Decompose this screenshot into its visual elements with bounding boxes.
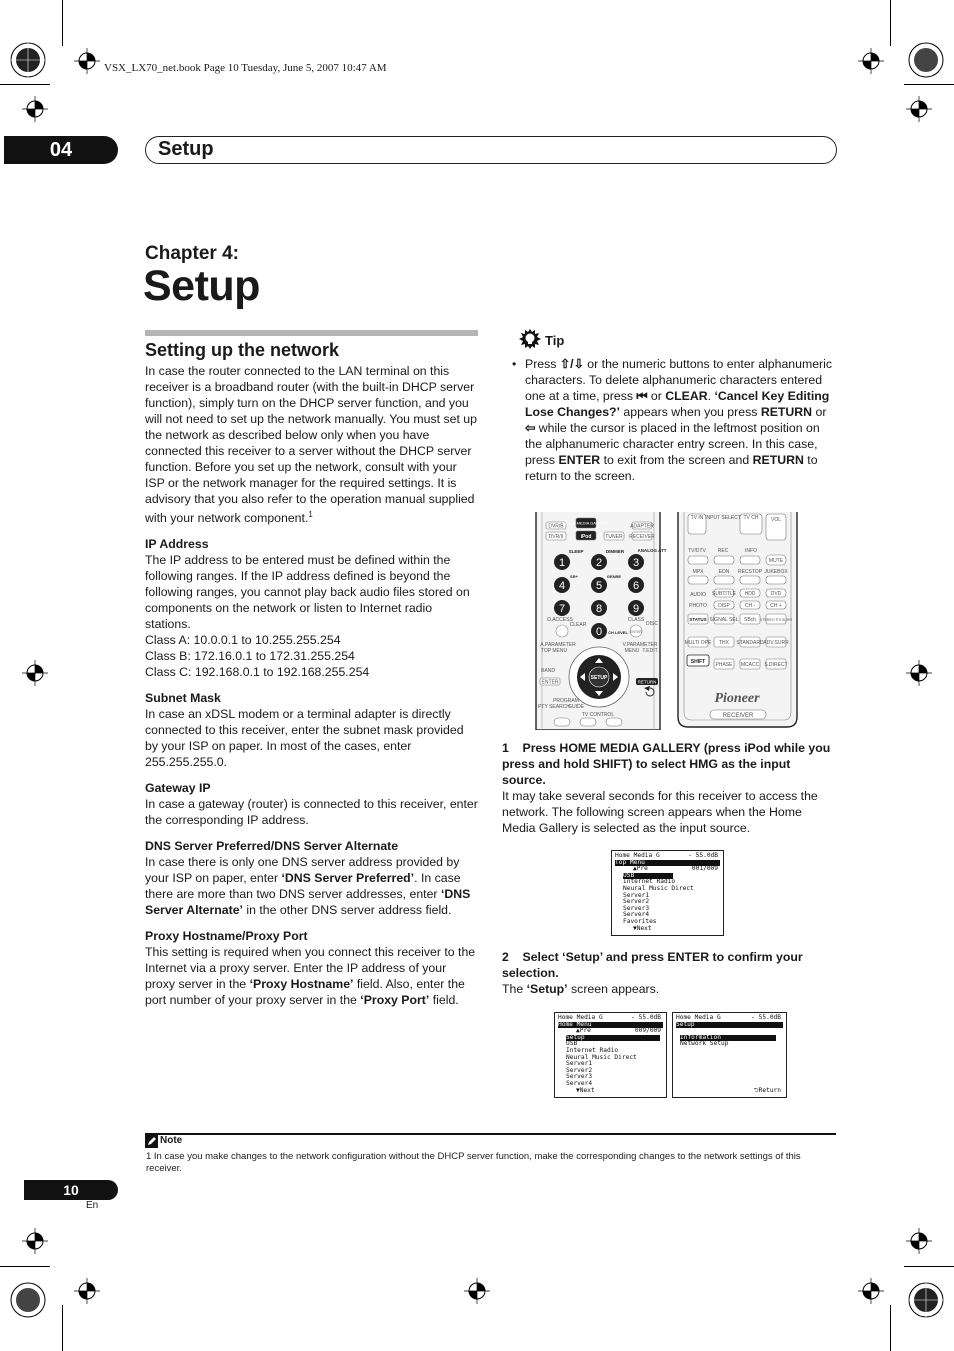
crop-mark [0,1266,50,1267]
intro-paragraph [145,363,479,526]
section-title: Setting up the network [145,340,340,360]
digit-2: 2 [595,557,603,569]
ip-class-a: Class A: 10.0.0.1 to 10.255.255.254 [145,633,341,648]
label-phase: PHASE [715,662,733,668]
label-mcacc: MCACC [740,662,760,668]
label-enter-small: ENTER [630,630,642,634]
osd-screen-top-menu [611,850,724,936]
gateway-ip-heading: Gateway IP [145,781,211,796]
page-language: En [86,1200,99,1211]
chapter-label: Chapter 4: [145,243,239,264]
step-2-text: The [502,982,527,996]
label-a-parameter: A.PARAMETER [540,642,576,648]
osd-item[interactable]: Internet Radio [566,1046,619,1054]
osd-item[interactable]: Setup [566,1035,660,1042]
chapter-number-tab: 04 [4,136,118,164]
registration-mark-icon [906,40,946,80]
header-bar [145,136,837,164]
tip-text-part: or [812,405,827,419]
label-audio: AUDIO [690,592,706,598]
osd-item[interactable]: Server2 [623,898,650,906]
proxy-body [145,944,479,1008]
label-tv-in: TV IN [690,515,704,521]
label-recstop: RECSTOP [737,569,763,575]
digit-7: 7 [558,603,566,615]
btn-ipod: iPod [580,534,592,540]
btn-tuner: TUNER [605,534,623,540]
registration-mark-icon [906,1280,946,1320]
note-pencil-icon [145,1135,158,1148]
btn-setup: ENTER [541,679,559,686]
label-sr-plus: SR+ [570,574,578,579]
label-multi-ope: MULTI OPE [684,640,712,646]
crop-mark [890,0,891,46]
label-ch-level: CH LEVEL [608,630,628,635]
label-sbch: SBch [744,617,756,623]
dpad-enter: SETUP [590,675,608,681]
label-thx: THX [719,640,729,646]
tip-text-part: to return to the screen. [525,453,818,483]
label-sleep: SLEEP [568,549,584,554]
digit-6: 6 [632,580,640,592]
label-genre: GENRE [606,574,622,579]
footnote-text: 1 In case you make changes to the network configuration without the DHCP server function, make the corresponding changes to the network settings of this receiver. [146,1151,801,1174]
header-title: Setup [158,138,214,160]
tip-text-part: or the numeric buttons to enter alphanumeric characters. To delete alphanumeric characters entered one at a time, press [525,357,833,403]
digit-5: 5 [595,580,603,592]
tip-text-part: while the cursor is placed in the leftmost position on the alphanumeric character entry screen. In this case, press [525,421,820,467]
cancel-message: ‘Cancel Key Editing Lose Changes?’ [525,389,830,419]
crop-mark [62,1305,63,1351]
osd-next[interactable]: ▼Next [576,1086,595,1094]
crop-mark [890,1305,891,1351]
btn-home-media-gallery: HOME MEDIA GALLERY [563,520,609,526]
enter-key: ENTER [558,453,601,467]
btn-dvr-b: DVR/B [548,523,564,530]
osd-menu-title: Setup [676,1022,783,1029]
step-1 [502,740,834,836]
intro-text: In case the router connected to the LAN terminal on this receiver is a broadband router (with the built-in DHCP server function), simply turn on the DHCP server function, and you will not need to set up the network manually. You must set up the network as described below only when you have connected this receiver to a server without the DHCP server function. Before you set up the network, consult with your ISP or the network manager for the required settings. It is advisory that you also refer to the operation manual supplied with your network component. [145,364,477,526]
label-stereo: STEREO F.S.SURR [759,618,793,622]
digit-4: 4 [558,580,566,592]
label-shift: SHIFT [690,659,706,665]
tip-text-part: . [707,389,715,403]
label-tv-ch: TV CH [743,515,759,521]
tip-text-part: appears when you press [619,405,761,419]
step-2-body [502,981,834,997]
crop-mark [62,0,63,46]
step-1-heading [502,740,834,788]
digit-0: 0 [595,626,603,638]
clear-key: CLEAR [665,389,708,403]
crosshair-icon [858,48,884,74]
proxy-port-term: ‘Proxy Port’ [360,993,430,1008]
label-ch-minus: CH - [744,603,756,609]
osd-item[interactable]: Server3 [623,904,650,912]
tip-text-part: Press [525,357,560,371]
label-standard: STANDARD [736,640,764,646]
dns-alternate-term: ‘DNS Server Alternate’ [145,887,471,918]
registration-mark-icon [8,40,48,80]
crosshair-icon [906,96,932,122]
ip-class-b: Class B: 172.16.0.1 to 172.31.255.254 [145,649,355,664]
label-disc: DISC [646,621,658,627]
step-2-heading [502,949,834,981]
step-2-text: screen appears. [567,982,660,996]
up-down-arrow-icon: ⇧/⇩ [559,357,584,371]
osd-item[interactable]: Neural Music Direct [566,1053,637,1061]
osd-item[interactable]: Server1 [623,891,650,899]
label-status: STATUS [689,617,707,622]
dns-text: In case there is only one DNS server address provided by your ISP on paper, enter [145,855,460,886]
osd-counter: 001/009 [691,865,718,873]
osd-source: Home Media G [558,1014,603,1021]
label-s-direct: S.DIRECT [764,662,788,668]
label-mpx: MPX [692,569,704,575]
footnote-ref: 1 [308,510,313,519]
osd-item[interactable]: USB [566,1040,578,1048]
label-adv-surr: ADV.SURR [763,640,789,646]
label-d-access: D.ACCESS [547,617,573,623]
proxy-hostname-term: ‘Proxy Hostname’ [249,977,354,992]
crosshair-icon [858,1278,884,1304]
dns-body [145,854,479,918]
tip-bullet: • [512,357,517,371]
left-column [145,363,479,1008]
dns-text: in the other DNS server address field. [242,903,452,918]
label-clear: CLEAR [569,622,587,628]
label-eon: EON [718,569,730,575]
label-ch-plus: CH + [770,603,782,609]
proxy-text: field. [429,993,459,1008]
label-input-select: INPUT SELECT [705,515,741,521]
crop-mark [0,84,50,85]
osd-screen-home-menu [554,1012,667,1098]
label-pty-search: PTY SEARCH [538,704,570,710]
section-rule [145,330,478,336]
osd-spacer [676,1048,783,1088]
tip-text-part: to exit from the screen and [600,453,753,467]
ip-class-c: Class C: 192.168.0.1 to 192.168.255.254 [145,665,370,680]
pioneer-logo: Pioneer [714,691,760,706]
label-top-menu: TOP MENU [540,648,568,654]
remote-svg [532,512,798,730]
osd-source: Home Media G [676,1014,721,1021]
osd-item[interactable]: Favorites [623,917,657,925]
skip-back-icon: ⏮ [636,389,648,403]
osd-counter: 009/009 [634,1027,661,1035]
osd-level: - 55.0dB [688,852,718,859]
crop-mark [904,84,954,85]
tip-body [512,356,837,484]
osd-source: Home Media G [615,852,660,859]
label-v-parameter: V.PARAMETER [622,642,658,648]
crosshair-icon [22,1228,48,1254]
osd-return[interactable]: ⮌Return [753,1086,781,1094]
proxy-text: This setting is required when you connect this receiver to the Internet via a proxy server. Enter the IP address of your proxy server in the [145,945,476,992]
osd-item[interactable]: Server4 [566,1079,593,1087]
label-dimmer: DIMMER [605,549,625,554]
label-class: CLASS [627,617,645,623]
remote-control-illustration [532,512,798,730]
label-t-edit: T.EDIT [642,648,658,654]
tip-heading: Tip [545,333,565,348]
label-receiver: RECEIVER [722,713,754,719]
digit-8: 8 [595,603,603,615]
label-signal-sel: SIGNAL SEL [709,617,739,623]
label-band: BAND [541,668,555,674]
label-guide: GUIDE [568,704,584,710]
label-program: PROGRAM [553,698,579,704]
subnet-mask-heading: Subnet Mask [145,691,221,706]
label-rec: REC [717,548,729,554]
label-photo: PHOTO [689,603,707,609]
left-arrow-icon: ⇦ [525,421,536,435]
label-hdd: HDD [744,591,756,597]
crosshair-icon [464,1278,490,1304]
gateway-ip-body: In case a gateway (router) is connected to this receiver, enter the corresponding IP address. [145,797,478,828]
label-jukebox: JUKEBOX [764,569,788,575]
osd-level: - 55.0dB [751,1014,781,1021]
osd-screen-setup [672,1012,787,1098]
osd-item[interactable]: Information [680,1035,776,1042]
dns-preferred-term: ‘DNS Server Preferred’ [281,871,415,886]
btn-adapter: ADAPTER [630,523,654,530]
book-info-line: VSX_LX70_net.book Page 10 Tuesday, June 5, 2007 10:47 AM [104,62,387,74]
step-2-number: 2 [502,950,509,964]
crosshair-icon [74,1278,100,1304]
setup-term: ‘Setup’ [526,982,568,996]
crop-mark [904,1266,954,1267]
osd-item[interactable]: Server1 [566,1060,593,1068]
btn-receiver: RECEIVER [629,534,655,540]
dns-text: . In case there are more than two DNS server addresses, enter [145,871,461,902]
osd-item[interactable]: USB [623,873,673,880]
crosshair-icon [22,96,48,122]
btn-dvr-ii: DVR/II [548,534,564,540]
label-analog-att: ANALOG ATT [637,548,667,553]
label-tv-control: TV CONTROL [581,712,615,718]
osd-next[interactable]: ▼Next [633,924,652,932]
osd-menu-title: Top Menu [615,860,720,867]
osd-return-row [676,1088,783,1095]
crosshair-icon [906,1228,932,1254]
proxy-heading: Proxy Hostname/Proxy Port [145,929,308,944]
label-info: INFO [745,548,757,554]
step-1-number: 1 [502,741,509,755]
osd-menu-title: Home Menu [558,1022,663,1029]
label-menu: MENU [624,648,640,654]
step-1-heading-text: Press HOME MEDIA GALLERY (press iPod while you press and hold SHIFT) to select HMG as the input source. [502,741,831,787]
osd-item[interactable]: Server3 [566,1073,593,1081]
chapter-title: Setup [143,262,260,310]
osd-pre: ▲Pre [633,865,648,873]
registration-mark-icon [8,1280,48,1320]
proxy-text: field. Also, enter the port number of your proxy server in the [145,977,465,1008]
digit-9: 9 [632,603,640,615]
osd-item[interactable]: Neural Music Direct [623,884,694,892]
label-mute: MUTE [768,558,784,564]
tip-lightbulb-icon [518,328,542,350]
tip-text [525,356,837,484]
osd-item[interactable]: Network Setup [680,1040,729,1048]
page-number: 10 [24,1180,118,1200]
osd-level: - 55.0dB [631,1014,661,1021]
osd-item[interactable]: Server4 [623,911,650,919]
return-key: RETURN [752,453,804,467]
note-heading: Note [160,1135,183,1146]
crosshair-icon [22,660,48,686]
osd-pre: ▲Pre [576,1027,591,1035]
btn-return: RETURN [637,679,657,685]
digit-3: 3 [632,557,640,569]
osd-item[interactable]: Server2 [566,1066,593,1074]
ip-address-body: The IP address to be entered must be defined within the following ranges. If the IP address defined is beyond the following ranges, you cannot play back audio files stored on components on the network or listen to Internet radio stations. [145,553,470,632]
step-2-heading-text: Select ‘Setup’ and press ENTER to confirm your selection. [502,950,803,980]
subnet-mask-body: In case an xDSL modem or a terminal adapter is directly connected to this receiver, enter the subnet mask provided by your ISP on paper. In most of the cases, enter 255.255.255.0. [145,707,464,770]
label-subtitle: SUBTITLE [712,591,736,597]
crosshair-icon [906,660,932,686]
label-tv-dtv: TV/DTV [688,548,706,554]
label-disp: DISP [718,603,730,609]
tip-text-part: or [647,389,666,403]
digit-1: 1 [558,557,566,569]
ip-address-heading: IP Address [145,537,209,552]
step-1-body: It may take several seconds for this receiver to access the network. The following screen appears when the Home Media Gallery is selected as the input source. [502,789,818,835]
dns-heading: DNS Server Preferred/DNS Server Alternate [145,839,399,854]
return-key: RETURN [760,405,813,419]
osd-item[interactable]: Internet Radio [623,878,676,886]
step-2 [502,949,834,997]
label-dvd: DVD [770,591,782,597]
note-rule [145,1133,836,1135]
label-vol: VOL [770,517,782,523]
crosshair-icon [74,48,100,74]
